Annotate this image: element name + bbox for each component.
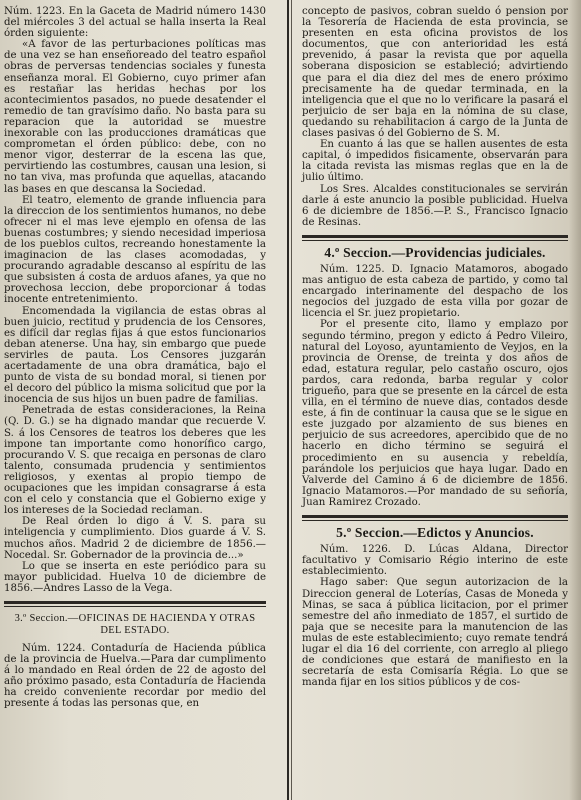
section-4-heading: 4.º Seccion.—Providencias judiciales. [324,244,546,260]
article-1224-closing: Los Sres. Alcaldes constitucionales se servirán darle á este anuncio la posible publicidad. Huelva 6 de diciembre de 1856.—P. S., Francisco Ignacio de Resinas. [302,183,568,228]
column-divider-inner [291,0,292,800]
article-1224-paragraph: Núm. 1224. Contaduría de Hacienda pública de la provincia de Huelva.—Para dar cumplimento á lo mandado en Real órden de 22 de agosto del año próximo pasado, esta Contaduría de Hacienda ha creido conveniente recordar por medio del presente á todas las personas que, en [4,642,266,710]
section-divider-thin [302,240,568,241]
article-1226-paragraph: Hago saber: Que segun autorizacion de la Direccion general de Loterías, Casas de Moneda y Minas, se saca á pública licitacion, por el primer semestre del año inmediato de 1857, el surtido de paja que se necesite para la manutencion de las mulas de este establecimiento; cuyo remate tendrá lugar el dia 16 del corriente, con arreglo al pliego de condiciones que estará de manifiesto en la secretaría de esta Comisaría Régia. Lo que se manda fijar en los sitios públicos y de cos- [302,577,568,689]
article-1223-closing: Lo que se inserta en este periódico para su mayor publicidad. Huelva 10 de diciembre de 1856.—Andres Lasso de la Vega. [4,560,266,594]
article-1225-intro: Núm. 1225. D. Ignacio Matamoros, abogado mas antiguo de esta cabeza de partido, y como tal encargado interinamente del despacho de los negocios del juzgado de esta villa por gozar de licencia el Sr. juez propietario. [302,263,568,320]
article-1223-intro: Núm. 1223. En la Gaceta de Madrid número 1430 del miércoles 3 del actual se halla inserta la Real órden siguiente: [4,6,266,40]
left-column [4,6,266,710]
section-5-heading: 5.º Seccion.—Edictos y Anuncios. [336,525,534,541]
section-divider [302,235,568,238]
article-1226-intro: Núm. 1226. D. Lúcas Aldana, Director facultativo y Comisario Régio interino de este establecimiento. [302,544,568,578]
article-1223-paragraph: «A favor de las perturbaciones políticas mas de una vez se han enseñoreado del teatro español obras de perversas tendencias sociales y funesta enseñanza moral. El Gobierno, cuyo primer afan es restañar las heridas hechas por los acontecimientos pasados, no puede desatender el remedio de tan gravísimo daño. No basta para su reparacion que la autoridad se muestre inexorable con las producciones dramáticas que comprometan el órden público: debe, con no menor vigor, desterrar de la escena las que, pervirtiendo las costumbres, causan una lesion, si no tan viva, mas profunda que aquellas, atacando las bases en que descansa la Sociedad. [4,39,266,195]
article-1224-continuation: concepto de pasivos, cobran sueldo ó pension por la Tesorería de Hacienda de esta provincia, se presenten en esta oficina provistos de los documentos, que con anterioridad les está prevenido, á pasar la revista que por aquella soberana disposicion se estableció; advirtiendo que para el dia diez del mes de enero próximo precisamente ha de quedar terminada, en la inteligencia que el que no lo verificare la pasará el perjuicio de ser baja en la nómina de su clase, quedando su rehabilitacion á cargo de la Junta de clases pasivas ó del Gobierno de S. M. [302,6,568,140]
article-1223-paragraph: De Real órden lo digo á V. S. para su inteligencia y cumplimiento. Dios guarde á V. S. muchos años. Madrid 2 de diciembre de 1856.—Nocedal. Sr. Gobernador de la provincia de...» [4,516,266,561]
article-1223-paragraph: Encomendada la vigilancia de estas obras al buen juicio, rectitud y prudencia de los Censores, es difícil dar reglas fijas á que estos funcionarios deban atenerse. Una hay, sin embargo que puede servirles de pauta. Los Censores juzgarán acertadamente de una obra dramática, bajo el punto de vista de su bondad moral, si tienen por el decoro del público la misma solicitud que por la inocencia de sus hijos un buen padre de familias. [4,305,266,406]
article-1223-paragraph: El teatro, elemento de grande influencia para la direccion de los sentimientos humanos, no debe ofrecer ni el mas leve ejemplo en ofensa de las buenas costumbres; y siendo necesidad imperiosa de los pueblos cultos, recreando honestamente la imaginacion de las clases acomodadas, y procurando agradable descanso al espíritu de las que subsisten á costa de arduos afanes, ya que no provechosa leccion, debe proporcionar á todas inocente entretenimiento. [4,194,266,306]
article-1223-paragraph: Penetrada de estas consideraciones, la Reina (Q. D. G.) se ha dignado mandar que recuerde V. S. á los Censores de teatros los deberes que les impone tan importante como honorífico cargo, procurando V. S. que recaiga en personas de claro talento, consumada prudencia y sentimientos religiosos, y exentas al propio tiempo de ocupaciones que les impidan consagrarse á esta con el celo y constancia que el Gobierno exige y los intereses de la Sociedad reclaman. [4,405,266,517]
page-edge-shadow [569,0,581,800]
section-divider [302,515,568,518]
section-3-heading: 3.º Seccion.—OFICINAS DE HACIENDA Y OTRAS DEL ESTADO. [14,612,256,636]
section-divider [4,601,266,604]
section-divider-thin [302,520,568,521]
article-1225-paragraph: Por el presente cito, llamo y emplazo por segundo término, pregon y edicto á Pedro Vileiro, natural del Loyoso, ayuntamiento de Veyjos, en la provincia de Orense, de treinta y dos años de edad, estatura regular, pelo castaño oscuro, ojos pardos, cara redonda, barba regular y color trigueño, para que se presente en la cárcel de esta villa, en el término de nueve dias, contados desde este, á fin de continuar la causa que se le sigue en este juzgado por alzamiento de sus bienes en perjuicio de sus acreedores, apercibido que de no hacerlo en dicho término se seguirá el procedimiento en su ausencia y rebeldía, parándole los perjuicios que haya lugar. Dado en Valverde del Camino á 6 de diciembre de 1856. Ignacio Matamoros.—Por mandado de su señoría, Juan Ramirez Crozado. [302,319,568,508]
column-divider [287,0,289,800]
right-column [302,6,568,688]
section-divider-thin [4,606,266,607]
article-1224-paragraph: En cuanto á las que se hallen ausentes de esta capital, ó impedidos fisicamente, observarán para la citada revista las mismas reglas que en la de julio último. [302,139,568,184]
